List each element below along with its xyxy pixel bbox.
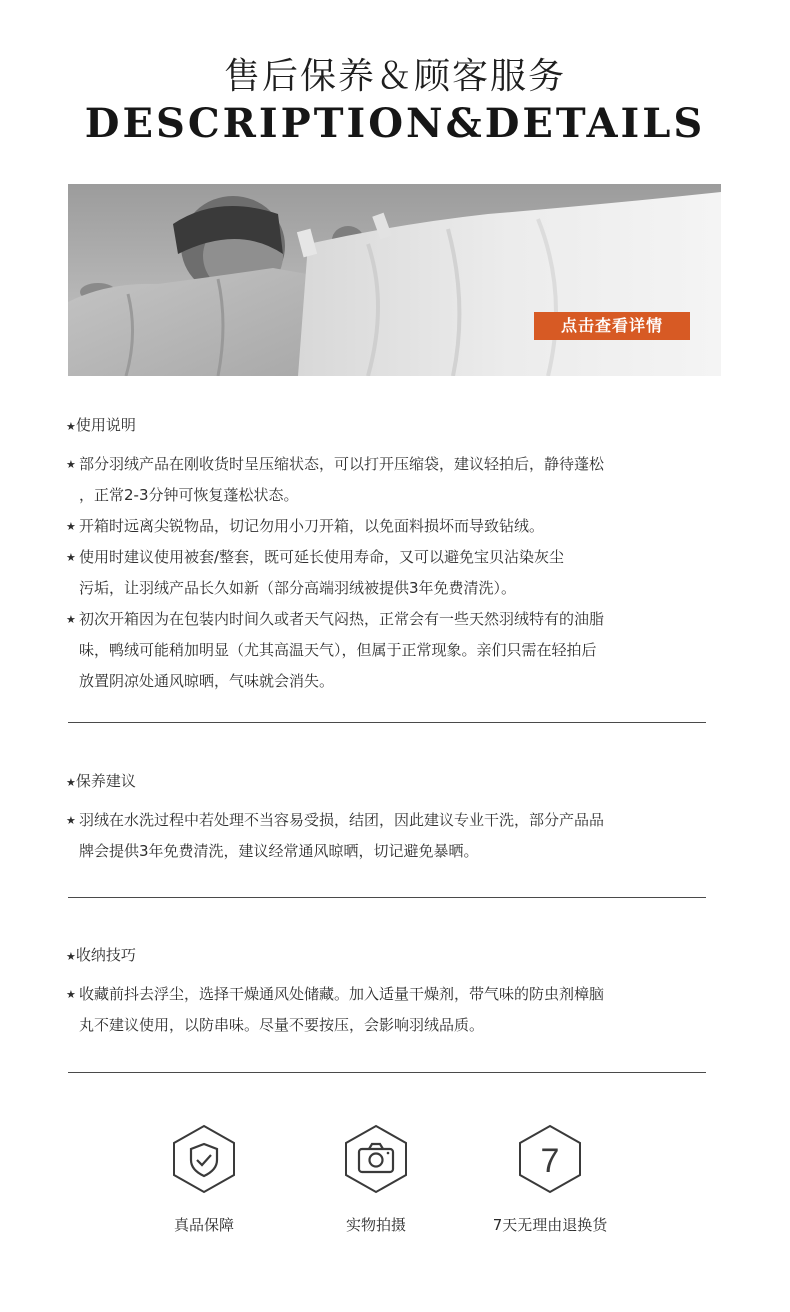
banner-image (68, 184, 721, 376)
divider (68, 722, 706, 723)
care-heading: ★保养建议 (66, 772, 136, 790)
page-title-cn: 售后保养＆顾客服务 (223, 56, 566, 97)
care-section (66, 770, 716, 867)
list-item: ★ 初次开箱因为在包装内时间久或者天气闷热，正常会有一些天然羽绒特有的油脂 味，鸭绒可能稍加明显（尤其高温天气），但属于正常现象。亲们只需在轻拍后 放置阴凉处通风晾晒，气味就会消失。 (66, 604, 716, 697)
camera-icon (343, 1124, 409, 1194)
list-item: ★ 开箱时远离尖锐物品，切记勿用小刀开箱，以免面料损坏而导致钻绒。 (66, 511, 716, 542)
star-icon: ★ (66, 814, 76, 827)
divider (68, 1072, 706, 1073)
star-icon: ★ (66, 613, 76, 626)
list-item: ★ 羽绒在水洗过程中若处理不当容易受损，结团，因此建议专业干洗，部分产品品 牌会提供3年免费清洗，建议经常通风晾晒，切记避免暴晒。 (66, 805, 716, 867)
star-icon: ★ (66, 520, 76, 533)
list-item: ★ 部分羽绒产品在刚收货时呈压缩状态，可以打开压缩袋，建议轻拍后，静待蓬松 ，正常2-3分钟可恢复蓬松状态。 (66, 449, 716, 511)
storage-section (66, 944, 716, 1041)
real-photo-label: 实物拍摄 (345, 1216, 406, 1234)
star-icon: ★ (66, 988, 76, 1001)
view-details-button[interactable]: 点击查看详情 (534, 312, 690, 340)
page-title-en: DESCRIPTION&DETAILS (84, 100, 706, 147)
list-item: ★ 收藏前抖去浮尘，选择干燥通风处储藏。加入适量干燥剂，带气味的防虫剂樟脑 丸不建议使用，以防串味。尽量不要按压，会影响羽绒品质。 (66, 979, 716, 1041)
divider (68, 897, 706, 898)
list-item: ★ 使用时建议使用被套/整套，既可延长使用寿命，又可以避免宝贝沾染灰尘 污垢，让羽绒产品长久如新（部分高端羽绒被提供3年免费清洗）。 (66, 542, 716, 604)
usage-heading: ★使用说明 (66, 416, 136, 434)
shield-check-icon (171, 1124, 237, 1194)
storage-heading: ★收纳技巧 (66, 946, 136, 964)
number-7-icon (517, 1124, 583, 1194)
genuine-guarantee-label: 真品保障 (173, 1216, 234, 1234)
star-icon: ★ (66, 458, 76, 471)
usage-section (66, 414, 716, 697)
laundry-photo (68, 184, 721, 376)
svg-text:7: 7 (540, 1142, 560, 1180)
return-policy-label: 7天无理由退换货 (492, 1216, 608, 1234)
star-icon: ★ (66, 551, 76, 564)
